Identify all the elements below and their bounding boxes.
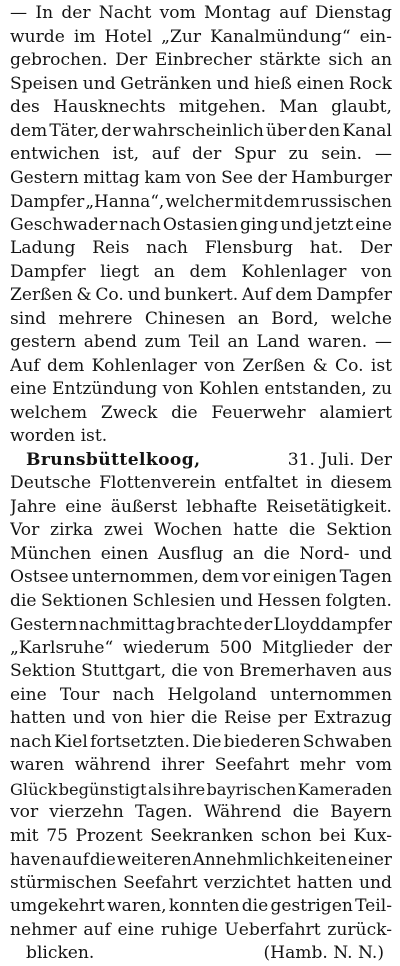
text-line: Speisen und Getränken und hieß einen Rock (10, 73, 392, 94)
article-paragraph-2 (10, 472, 392, 966)
text-line: Dampfer „Hanna“, welcher mit dem russischen (10, 191, 392, 211)
text-line: Dampfer liegt an dem Kohlenlager von (10, 261, 392, 282)
text-line: Ladung Reis nach Flensburg hat. Der (10, 238, 392, 258)
text-line: Deutsche Flottenverein entfaltet in diesem (10, 473, 392, 493)
closing-text: blicken. (26, 943, 95, 963)
text-line: Gestern nachmittag brachte der Lloyddampfer (10, 614, 392, 634)
text-line: umgekehrt waren, konnten die gestrigen Teil- (10, 896, 392, 916)
text-line: mit 75 Prozent Seekranken schon bei Kux- (10, 825, 392, 846)
text-line: waren während ihrer Seefahrt mehr vom (10, 755, 392, 775)
source-attribution: (Hamb. N. N.) (263, 943, 384, 963)
closing-line (10, 942, 392, 966)
text-line: hatten und von hier die Reise per Extrazug (10, 708, 392, 728)
text-line: worden ist. (10, 426, 108, 446)
text-line: nehmer auf eine ruhige Ueberfahrt zurück- (10, 919, 392, 940)
text-line: stürmischen Seefahrt verzichtet hatten und (10, 872, 392, 893)
text-line: Ostsee unternommen, dem vor einigen Tagen (10, 567, 392, 587)
text-line: — In der Nacht vom Montag auf Dienstag (10, 3, 392, 23)
text-line: vor vierzehn Tagen. Während die Bayern (10, 802, 392, 822)
text-line: haven auf die weiteren Annehmlichkeiten einer (10, 849, 392, 869)
text-line: München einen Ausflug an die Nord- und (10, 543, 392, 564)
dateline-place: Brunsbüttelkoog, (26, 449, 201, 470)
text-line: Sektion Stuttgart, die von Bremerhaven aus (10, 661, 392, 681)
text-line: entwichen ist, auf der Spur zu sein. — (10, 144, 392, 164)
newspaper-column (10, 2, 392, 966)
text-line: Zerßen & Co. und bunkert. Auf dem Dampfer (10, 285, 392, 305)
text-line: wurde im Hotel „Zur Kanalmündung“ ein- (10, 26, 392, 47)
text-line: dem Täter, der wahrscheinlich über den Kanal (10, 120, 392, 141)
text-line: Jahre eine äußerst lebhafte Reisetätigkeit. (10, 496, 392, 517)
text-line: die Sektionen Schlesien und Hessen folgten. (10, 590, 392, 611)
text-line: „Karlsruhe“ wiederum 500 Mitglieder der (10, 637, 392, 658)
text-line: Vor zirka zwei Wochen hatte die Sektion (10, 520, 392, 540)
text-line: Geschwader nach Ostasien ging und jetzt eine (10, 214, 392, 235)
text-line: Glück begünstigt als ihre bayrischen Kameraden (10, 779, 392, 799)
dateline (10, 449, 392, 473)
text-line: Auf dem Kohlenlager von Zerßen & Co. ist (10, 355, 392, 376)
text-line: gebrochen. Der Einbrecher stärkte sich an (10, 50, 392, 70)
text-line: des Hausknechts mitgehen. Man glaubt, (10, 97, 392, 117)
dateline-date: 31. Juli. Der (282, 449, 392, 470)
article-paragraph-1 (10, 2, 392, 449)
text-line: eine Tour nach Helgoland unternommen (10, 684, 392, 705)
text-line: nach Kiel fortsetzten. Die biederen Schwaben (10, 731, 392, 752)
text-line: gestern abend zum Teil an Land waren. — (10, 332, 392, 352)
text-line: welchem Zweck die Feuerwehr alamiert (10, 402, 392, 423)
text-line: sind mehrere Chinesen an Bord, welche (10, 308, 392, 329)
text-line: Gestern mittag kam von See der Hamburger (10, 167, 392, 188)
text-line: eine Entzündung von Kohlen entstanden, zu (10, 379, 392, 399)
